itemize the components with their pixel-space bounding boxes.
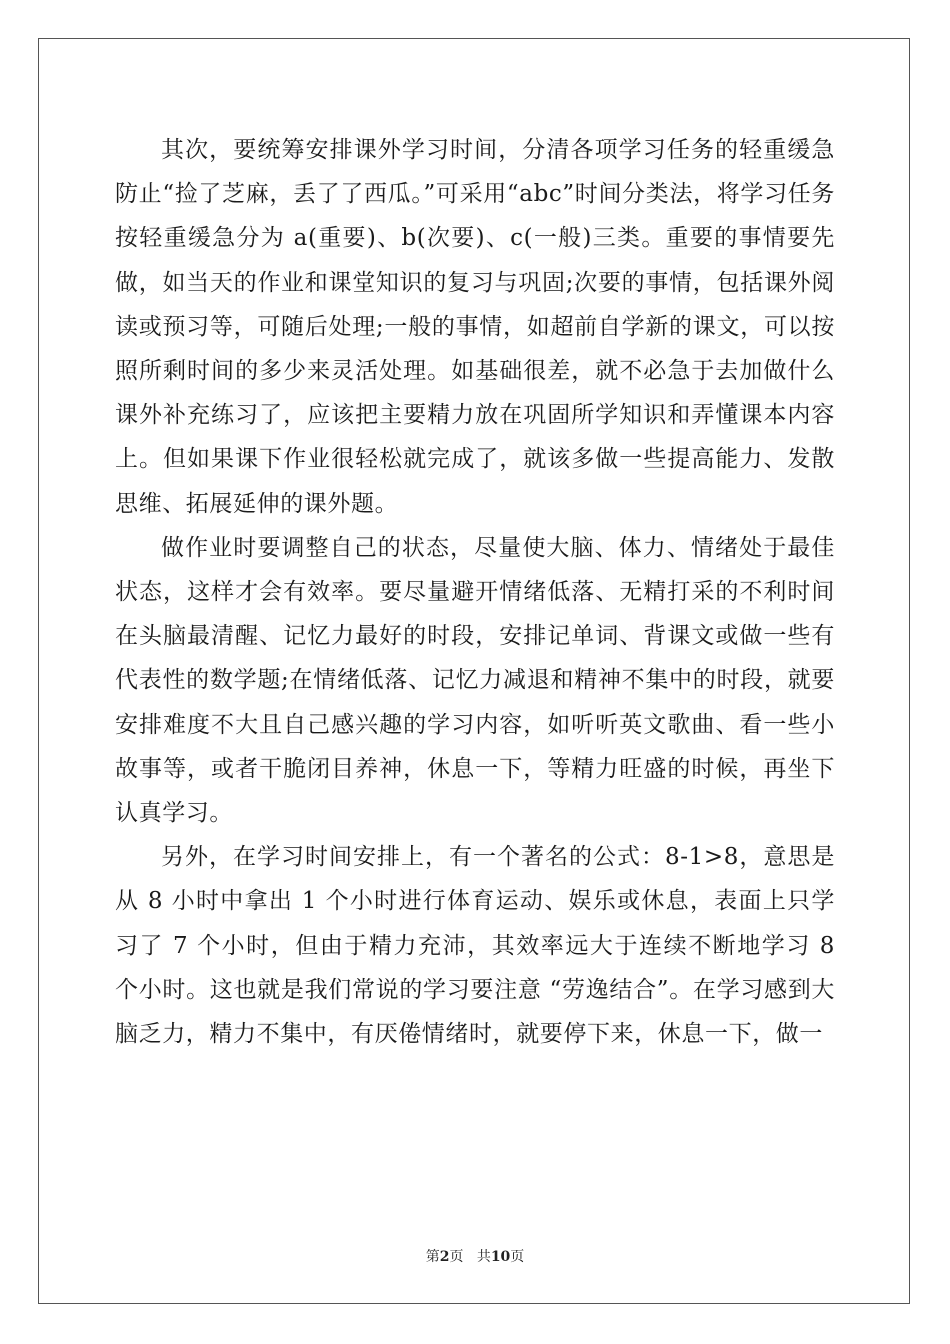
total-prefix: 共 bbox=[476, 1249, 491, 1265]
paragraph-rest-formula: 另外，在学习时间安排上，有一个著名的公式：8-1>8，意思是从 8 小时中拿出 1 个小时进行体育运动、娱乐或休息，表面上只学习了 7 个小时，但由于精力充沛，其效率远大于连续不断地学习 8 个小时。这也就是我们常说的学习要注意 “劳逸结合”。在学习感到大脑乏力，精力不集中，有厌倦情绪时，就要停下来，休息一下，做一 bbox=[115, 844, 835, 1048]
paragraph-time-planning: 其次，要统筹安排课外学习时间，分清各项学习任务的轻重缓急防止“捡了芝麻，丢了了西瓜。”可采用“abc”时间分类法，将学习任务按轻重缓急分为 a(重要)、b(次要)、c(一般)三类。重要的事情要先做，如当天的作业和课堂知识的复习与巩固;次要的事情，包括课外阅读或预习等，可随后处理;一般的事情，如超前自学新的课文，可以按照所剩时间的多少来灵活处理。如基础很差，就不必急于去加做什么课外补充练习了，应该把主要精力放在巩固所学知识和弄懂课本内容上。但如果课下作业很轻松就完成了，就该多做一些提高能力、发散思维、拓展延伸的课外题。 bbox=[115, 137, 835, 517]
total-pages: 10 bbox=[490, 1249, 511, 1265]
page-footer bbox=[0, 1246, 950, 1266]
page-prefix: 第 bbox=[425, 1249, 440, 1265]
page-suffix: 页 bbox=[449, 1249, 464, 1265]
page-number: 2 bbox=[439, 1249, 450, 1265]
total-suffix: 页 bbox=[510, 1249, 525, 1265]
paragraph-homework-state: 做作业时要调整自己的状态，尽量使大脑、体力、情绪处于最佳状态，这样才会有效率。要尽量避开情绪低落、无精打采的不利时间在头脑最清醒、记忆力最好的时段，安排记单词、背课文或做一些有代表性的数学题;在情绪低落、记忆力减退和精神不集中的时段，就要安排难度不大且自己感兴趣的学习内容，如听听英文歌曲、看一些小故事等，或者干脆闭目养神，休息一下，等精力旺盛的时候，再坐下认真学习。 bbox=[115, 534, 835, 827]
document-body bbox=[115, 128, 835, 1056]
